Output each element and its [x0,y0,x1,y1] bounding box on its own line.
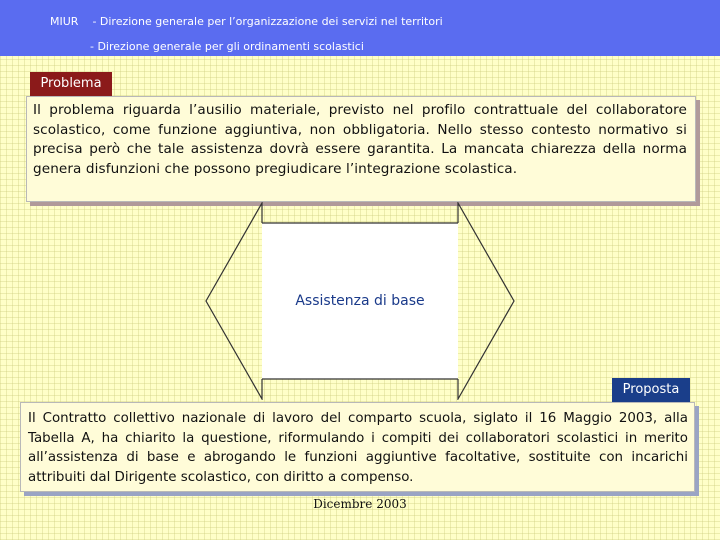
header-line-1 [50,15,443,28]
footer-date: Dicembre 2003 [313,497,407,511]
header-directorate-2: - Direzione generale per gli ordinamenti scolastici [90,40,364,53]
header-bar [0,0,720,56]
problema-box [26,96,696,202]
org-name: MIUR [50,15,79,28]
assistenza-label: Assistenza di base [295,293,425,309]
proposta-box [20,402,695,492]
proposta-text: Il Contratto collettivo nazionale di lavoro del comparto scuola, siglato il 16 Maggio 2003, alla Tabella A, ha chiarito la questione, riformulando i compiti dei collaboratori scolastici in merito all’assistenza di base e abrogando le funzioni aggiuntive facoltative, sostituite con incarichi attribuiti dal Dirigente scolastico, con diritto a compenso. [28,411,688,485]
problema-label: Problema [30,72,112,96]
problema-text: Il problema riguarda l’ausilio materiale, previsto nel profilo contrattuale del collaboratore scolastico, come funzione aggiuntiva, non obbligatoria. Nello stesso contesto normativo si precisa però che tale assistenza dovrà essere garantita. La mancata chiarezza della norma genera disfunzioni che possono pregiudicare l’integrazione scolastica. [33,102,687,177]
header-directorate-1: - Direzione generale per l’organizzazione dei servizi nel territori [92,15,443,28]
proposta-label: Proposta [612,378,690,402]
